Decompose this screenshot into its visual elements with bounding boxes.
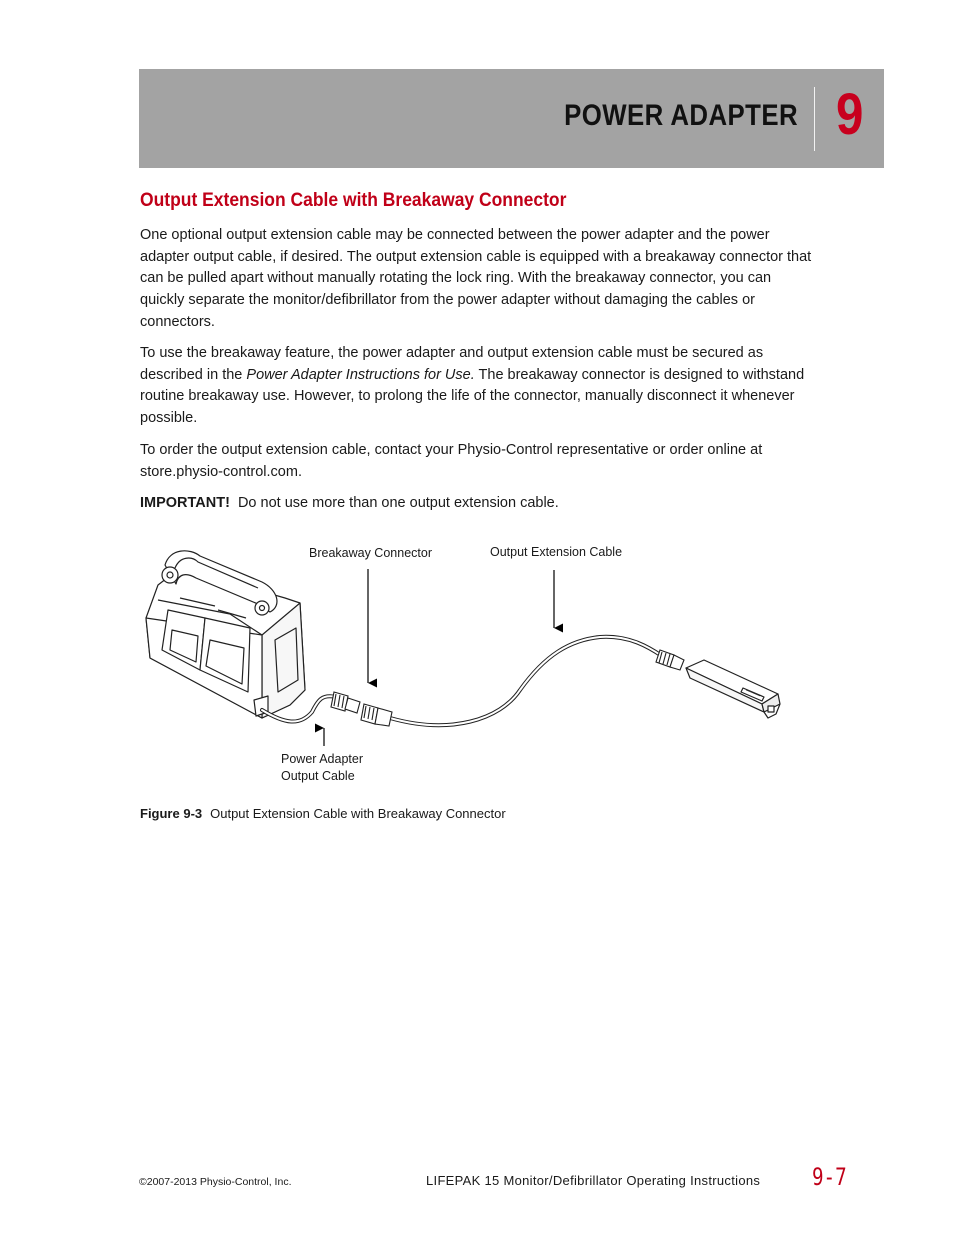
- chapter-number: 9: [836, 82, 864, 147]
- paragraph-breakaway-use: [140, 343, 812, 430]
- document-reference: Power Adapter Instructions for Use.: [246, 366, 475, 383]
- paragraph-text: To use the breakaway feature, the power adapter and output extension cable must be secured as described in the: [140, 345, 764, 383]
- important-label: IMPORTANT!: [140, 495, 230, 511]
- cable-drawing: [262, 637, 662, 725]
- power-adapter-drawing: [686, 660, 780, 718]
- footer-page-number: 9-7: [812, 1163, 847, 1191]
- footer-copyright: ©2007-2013 Physio-Control, Inc.: [139, 1176, 292, 1188]
- figure-number: Figure 9-3: [140, 806, 203, 821]
- paragraph-intro: One optional output extension cable may be connected between the power adapter and the power adapter output cable, if desired. The output extension cable is equipped with a breakaway connector that can be pulled apart without manually rotating the lock ring. With the breakaway connector, you can quickly separate the monitor/defibrillator from the power adapter without damaging the cables or connectors.: [140, 227, 812, 330]
- paragraph-ordering: To order the output extension cable, contact your Physio-Control representative or order online at store.physio-control.com.: [140, 442, 763, 480]
- chapter-title: POWER ADAPTER: [564, 99, 798, 132]
- callout-arrows: [324, 569, 554, 746]
- paragraph-text: The breakaway connector is designed to withstand routine breakaway use. However, to prolong the life of the connector, manually disconnect it whenever possible.: [140, 366, 805, 427]
- footer-document-title: LIFEPAK 15 Monitor/Defibrillator Operating Instructions: [426, 1173, 761, 1188]
- breakaway-connector-drawing: [331, 692, 392, 726]
- figure-caption-text: Output Extension Cable with Breakaway Connector: [210, 806, 506, 821]
- label-breakaway-connector: Breakaway Connector: [309, 546, 432, 560]
- label-power-adapter-line2: Output Cable: [281, 769, 355, 783]
- important-note: [140, 493, 812, 515]
- chapter-divider: [814, 87, 815, 151]
- important-text: Do not use more than one output extension cable.: [237, 495, 559, 511]
- chapter-header-band: [139, 69, 884, 168]
- figure-caption: [140, 806, 506, 821]
- label-output-extension-cable: Output Extension Cable: [490, 545, 623, 559]
- extension-connector-drawing: [656, 650, 684, 670]
- monitor-defibrillator-drawing: [146, 551, 305, 718]
- section-heading: Output Extension Cable with Breakaway Connector: [140, 190, 567, 211]
- label-power-adapter-line1: Power Adapter: [281, 752, 363, 766]
